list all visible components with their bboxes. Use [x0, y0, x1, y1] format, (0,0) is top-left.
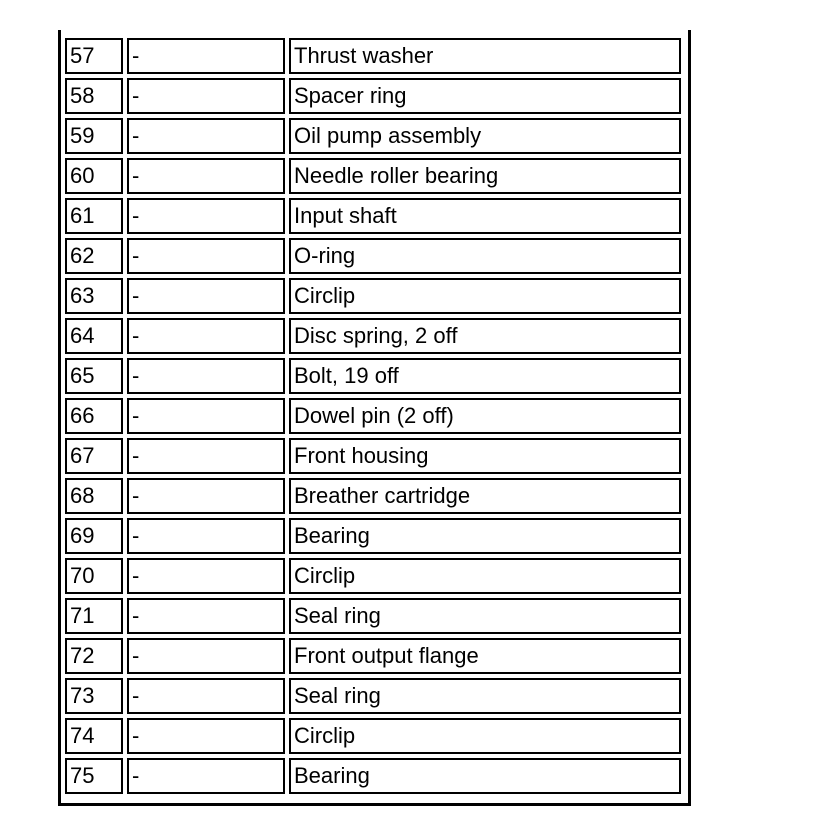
part-description: Front housing: [289, 438, 681, 474]
part-separator: -: [127, 38, 285, 74]
part-description: Dowel pin (2 off): [289, 398, 681, 434]
part-separator: -: [127, 518, 285, 554]
table-row: [65, 438, 681, 474]
part-number: 63: [65, 278, 123, 314]
part-separator: -: [127, 398, 285, 434]
parts-table: [61, 34, 685, 798]
table-row: [65, 78, 681, 114]
part-separator: -: [127, 238, 285, 274]
table-row: [65, 478, 681, 514]
table-row: [65, 358, 681, 394]
part-separator: -: [127, 278, 285, 314]
part-number: 73: [65, 678, 123, 714]
part-separator: -: [127, 478, 285, 514]
table-row: [65, 198, 681, 234]
part-number: 68: [65, 478, 123, 514]
table-row: [65, 758, 681, 794]
part-separator: -: [127, 198, 285, 234]
table-row: [65, 638, 681, 674]
part-number: 62: [65, 238, 123, 274]
part-separator: -: [127, 438, 285, 474]
table-row: [65, 718, 681, 754]
table-row: [65, 558, 681, 594]
part-number: 74: [65, 718, 123, 754]
part-separator: -: [127, 638, 285, 674]
part-number: 69: [65, 518, 123, 554]
table-row: [65, 38, 681, 74]
part-number: 71: [65, 598, 123, 634]
part-description: Seal ring: [289, 678, 681, 714]
table-row: [65, 238, 681, 274]
part-description: Needle roller bearing: [289, 158, 681, 194]
part-separator: -: [127, 158, 285, 194]
part-number: 65: [65, 358, 123, 394]
part-description: Seal ring: [289, 598, 681, 634]
part-description: Oil pump assembly: [289, 118, 681, 154]
table-row: [65, 398, 681, 434]
part-separator: -: [127, 318, 285, 354]
part-description: O-ring: [289, 238, 681, 274]
part-description: Disc spring, 2 off: [289, 318, 681, 354]
part-description: Front output flange: [289, 638, 681, 674]
part-separator: -: [127, 598, 285, 634]
part-number: 67: [65, 438, 123, 474]
table-row: [65, 118, 681, 154]
table-row: [65, 598, 681, 634]
part-description: Bolt, 19 off: [289, 358, 681, 394]
part-number: 59: [65, 118, 123, 154]
part-number: 64: [65, 318, 123, 354]
part-number: 60: [65, 158, 123, 194]
part-separator: -: [127, 558, 285, 594]
part-number: 75: [65, 758, 123, 794]
part-separator: -: [127, 358, 285, 394]
part-number: 58: [65, 78, 123, 114]
part-description: Breather cartridge: [289, 478, 681, 514]
part-number: 66: [65, 398, 123, 434]
part-description: Bearing: [289, 518, 681, 554]
part-number: 61: [65, 198, 123, 234]
part-separator: -: [127, 78, 285, 114]
table-row: [65, 518, 681, 554]
part-description: Bearing: [289, 758, 681, 794]
part-separator: -: [127, 118, 285, 154]
table-row: [65, 278, 681, 314]
part-description: Spacer ring: [289, 78, 681, 114]
part-number: 70: [65, 558, 123, 594]
part-separator: -: [127, 758, 285, 794]
table-row: [65, 678, 681, 714]
table-row: [65, 158, 681, 194]
part-description: Thrust washer: [289, 38, 681, 74]
part-description: Input shaft: [289, 198, 681, 234]
parts-table-body: [65, 38, 681, 794]
part-description: Circlip: [289, 558, 681, 594]
part-number: 72: [65, 638, 123, 674]
part-description: Circlip: [289, 718, 681, 754]
table-row: [65, 318, 681, 354]
part-description: Circlip: [289, 278, 681, 314]
part-separator: -: [127, 718, 285, 754]
part-separator: -: [127, 678, 285, 714]
part-number: 57: [65, 38, 123, 74]
